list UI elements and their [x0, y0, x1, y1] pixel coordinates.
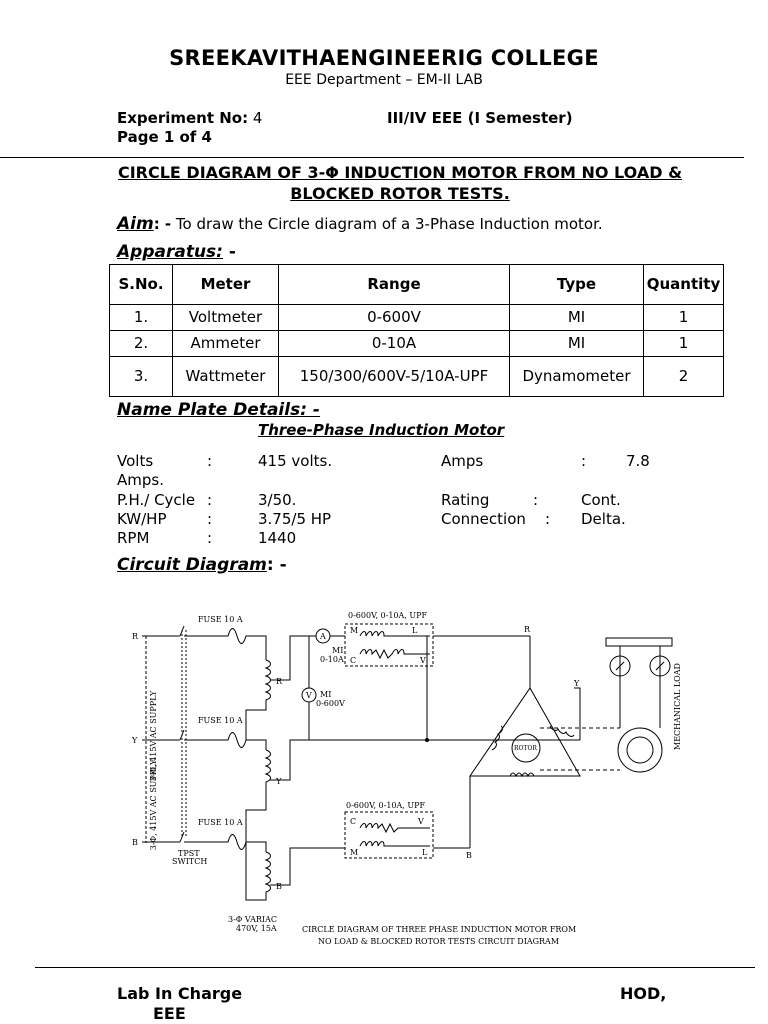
np-value: 415 volts. [258, 452, 333, 470]
aim [117, 214, 603, 234]
hod-label: HOD, [620, 984, 667, 1003]
stator-coil [492, 726, 502, 750]
table-cell: Ammeter [173, 331, 279, 357]
np-colon: : [533, 491, 539, 509]
apparatus-label: Apparatus: [117, 242, 223, 262]
np-label: P.H./ Cycle [117, 491, 196, 509]
voltmeter-range: 0-600V [316, 699, 345, 708]
caption-line-2: NO LOAD & BLOCKED ROTOR TESTS CIRCUIT DIAGRAM [318, 937, 560, 946]
switch-label: SWITCH [172, 857, 208, 866]
rotor-label: ROTOR [514, 745, 537, 752]
wm-m: M [350, 626, 359, 635]
table-cell: MI [510, 305, 644, 331]
wattmeter-label: 0-600V, 0-10A, UPF [348, 611, 428, 620]
wm-v: V [418, 817, 424, 826]
table-header: Type [510, 265, 644, 305]
lab-in-charge-label: Lab In Charge [117, 984, 243, 1003]
department-name: EEE Department – EM-II LAB [285, 72, 483, 88]
ammeter-a: A [320, 632, 326, 641]
table-cell: 0-600V [279, 305, 510, 331]
table-row [110, 331, 724, 357]
mechanical-load-label: MECHANICAL LOAD [673, 663, 682, 750]
np-colon: : [207, 510, 213, 528]
np-colon: : [545, 510, 551, 528]
table-cell: 1. [110, 305, 173, 331]
table-cell: MI [510, 331, 644, 357]
line-r: R [524, 625, 531, 634]
wm-v: V [420, 656, 426, 665]
supply-label: 3-Φ, 415V AC SUPPLY [149, 759, 158, 851]
college-name: SREEKAVITHAENGINEERIG COLLEGE [169, 46, 599, 70]
header-divider [0, 157, 744, 158]
aim-label: Aim [117, 214, 154, 234]
circuit-label: Circuit Diagram [117, 555, 267, 575]
brake-drum-icon [618, 728, 662, 772]
nameplate-heading: Name Plate Details: - [117, 400, 320, 420]
ammeter-range: 0-10A [320, 655, 344, 664]
wm-m: M [350, 848, 359, 857]
np-label: Connection [441, 510, 526, 528]
circuit-diagram [120, 600, 700, 955]
np-colon: : [207, 452, 213, 470]
fuse-label: FUSE 10 A [198, 818, 243, 827]
np-value: Cont. [581, 491, 621, 509]
variac-b: B [276, 882, 282, 891]
np-value-amps: 7.8 [626, 452, 650, 470]
table-cell: 1 [644, 331, 724, 357]
wm-c: C [350, 656, 357, 665]
np-label: Amps [441, 452, 484, 470]
load-beam [606, 638, 672, 646]
variac-coil-b [246, 842, 271, 900]
supply-label: 3-Φ, 415V AC SUPPLY [149, 690, 158, 782]
table-cell: 2. [110, 331, 173, 357]
experiment-value: 4 [252, 109, 263, 127]
experiment-title: CIRCLE DIAGRAM OF 3-Φ INDUCTION MOTOR FROM NO LOAD & BLOCKED ROTOR TESTS. [117, 163, 683, 203]
dept-label: EEE [153, 1004, 186, 1023]
aim-suffix: : - [153, 215, 172, 233]
circuit-suffix: : - [266, 555, 287, 575]
experiment-label: Experiment No: [117, 109, 249, 127]
terminal-r: R [132, 632, 139, 641]
footer-divider [35, 967, 755, 968]
table-header: Quantity [644, 265, 724, 305]
np-colon: : [581, 452, 587, 470]
table-cell: 3. [110, 357, 173, 397]
np-label: RPM [117, 529, 150, 547]
np-value: 3/50. [258, 491, 297, 509]
np-value: 1440 [258, 529, 297, 547]
tpst-label: TPST [178, 849, 200, 858]
terminal-y: Y [132, 736, 138, 745]
aim-text: To draw the Circle diagram of a 3-Phase Induction motor. [171, 215, 603, 233]
variac-rating: 470V, 15A [236, 924, 277, 933]
table-cell: 2 [644, 357, 724, 397]
fuse-label: FUSE 10 A [198, 615, 243, 624]
wm-c: C [350, 817, 357, 826]
table-row [110, 305, 724, 331]
apparatus-table [109, 264, 724, 397]
line-b: B [466, 851, 472, 860]
np-value-amps-unit: Amps. [117, 471, 164, 489]
motor-delta [470, 688, 580, 776]
table-header: Range [279, 265, 510, 305]
variac-r: R [276, 677, 283, 686]
page-number: Page 1 of 4 [117, 128, 212, 146]
np-label: KW/HP [117, 510, 167, 528]
fuse-label: FUSE 10 A [198, 716, 243, 725]
wattmeter-label: 0-600V, 0-10A, UPF [346, 801, 426, 810]
apparatus-heading [117, 242, 236, 262]
np-value: 3.75/5 HP [258, 510, 332, 528]
variac-y: Y [276, 777, 282, 786]
wm-l: L [412, 626, 418, 635]
np-value: Delta. [581, 510, 626, 528]
voltmeter-v: V [306, 691, 312, 700]
table-cell: 1 [644, 305, 724, 331]
variac-coil-y [246, 750, 271, 842]
nameplate-subheading: Three-Phase Induction Motor [258, 421, 505, 439]
ammeter-type: MI [332, 646, 344, 655]
np-value [117, 452, 655, 471]
table-cell: Wattmeter [173, 357, 279, 397]
table-header: S.No. [110, 265, 173, 305]
variac-label: 3-Φ VARIAC [228, 915, 277, 924]
table-cell: 0-10A [279, 331, 510, 357]
line-y: Y [574, 679, 580, 688]
table-cell: 150/300/600V-5/10A-UPF [279, 357, 510, 397]
np-label: Volts [117, 452, 154, 470]
terminal-b: B [132, 838, 138, 847]
table-row [110, 357, 724, 397]
circuit-heading [117, 555, 287, 575]
wm-l: L [422, 848, 428, 857]
np-label: Rating [441, 491, 490, 509]
np-colon: : [207, 529, 213, 547]
table-header-row [110, 265, 724, 305]
voltmeter-type: MI [320, 690, 332, 699]
table-header: Meter [173, 265, 279, 305]
apparatus-suffix: - [222, 242, 236, 262]
lab-in-charge [117, 984, 242, 1024]
variac-coil-r [246, 660, 271, 740]
caption-line-1: CIRCLE DIAGRAM OF THREE PHASE INDUCTION MOTOR FROM [302, 925, 577, 934]
table-cell: Dynamometer [510, 357, 644, 397]
table-cell: Voltmeter [173, 305, 279, 331]
np-colon: : [207, 491, 213, 509]
experiment-number [117, 109, 262, 127]
semester: III/IV EEE (I Semester) [387, 109, 573, 127]
